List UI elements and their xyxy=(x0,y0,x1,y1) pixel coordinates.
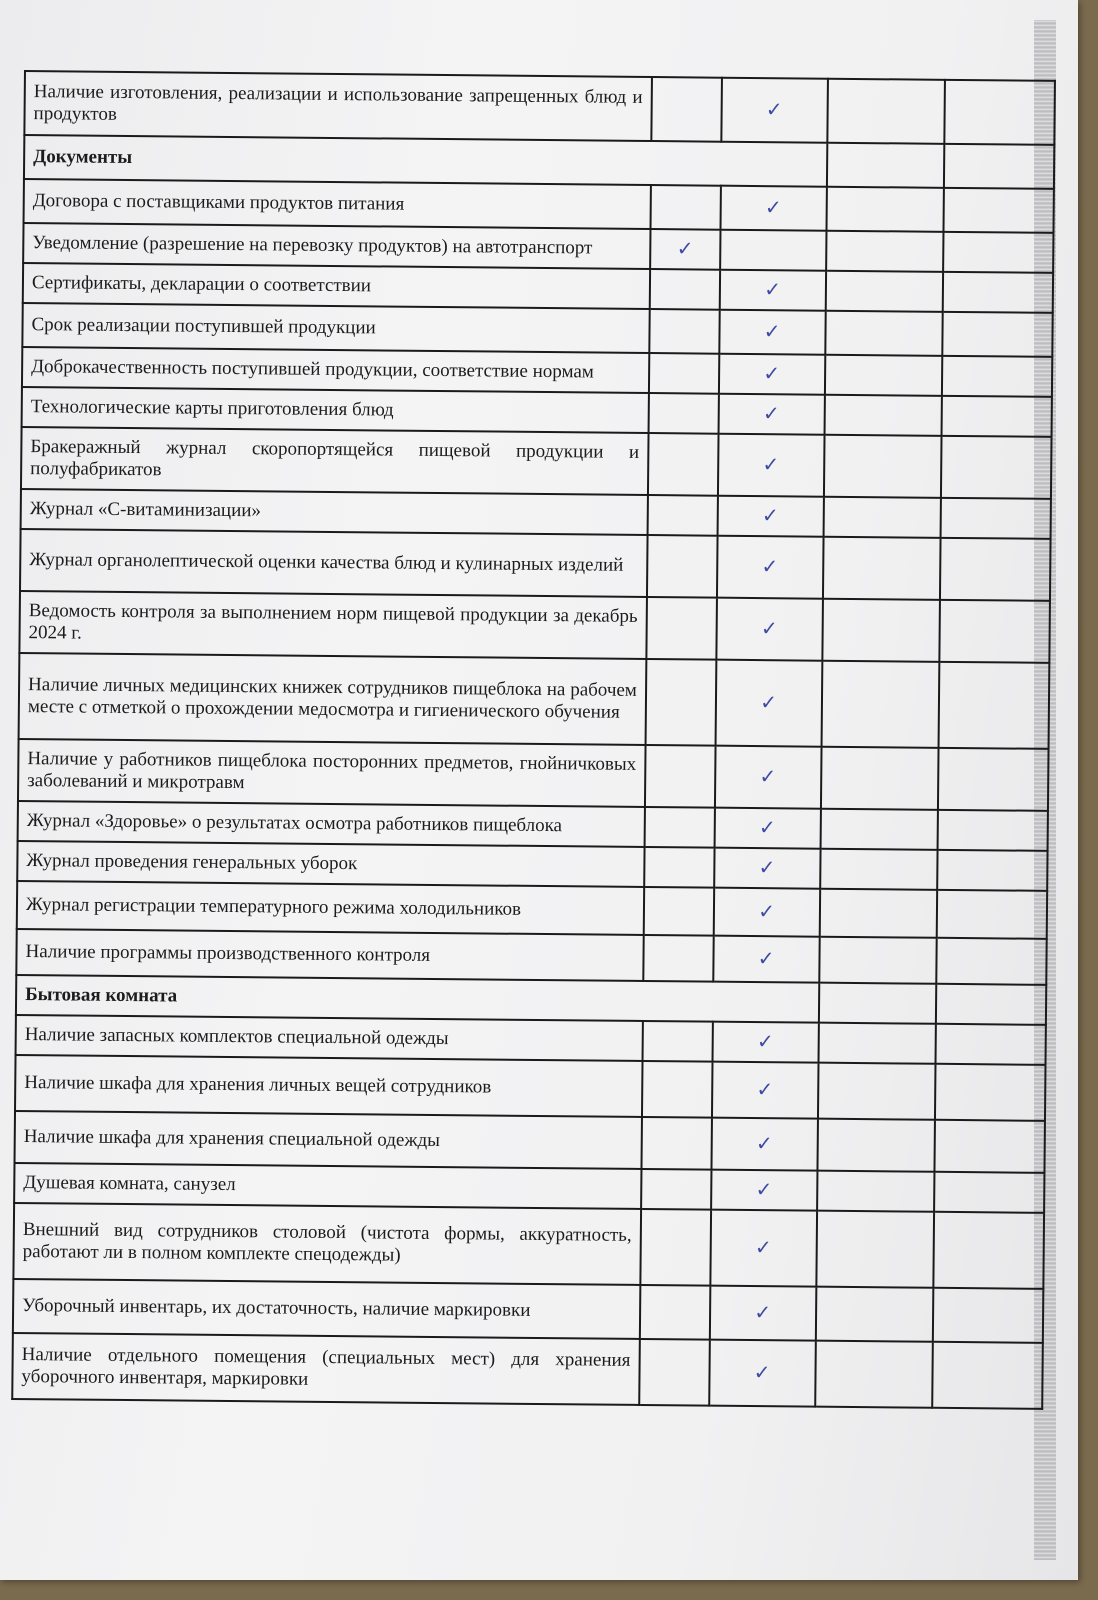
item-text: Журнал регистрации температурного режима холодильников xyxy=(17,881,644,935)
empty-cell xyxy=(945,80,1055,145)
checkmark-icon: ✓ xyxy=(765,97,783,122)
mark-cell-2 xyxy=(719,270,825,311)
empty-cell xyxy=(934,1212,1045,1289)
empty-cell xyxy=(941,436,1051,499)
mark-cell-1 xyxy=(647,535,717,598)
mark-cell-2 xyxy=(716,598,822,661)
mark-cell-2 xyxy=(712,1062,818,1119)
empty-cell xyxy=(823,435,941,498)
mark-cell-1 xyxy=(650,185,720,230)
mark-cell-2 xyxy=(720,230,826,271)
mark-cell-1 xyxy=(642,1061,712,1118)
checkmark-icon: ✓ xyxy=(761,554,779,579)
checkmark-icon: ✓ xyxy=(676,236,694,261)
mark-cell-1 xyxy=(641,1117,711,1170)
checklist-row xyxy=(13,1279,1043,1343)
empty-cell xyxy=(823,497,941,538)
empty-cell xyxy=(940,538,1050,601)
mark-cell-2 xyxy=(719,354,825,395)
checkmark-icon: ✓ xyxy=(764,195,782,220)
item-text: Наличие запасных комплектов специальной одежды xyxy=(16,1015,643,1061)
checkmark-icon: ✓ xyxy=(760,690,778,715)
item-text: Договора с поставщиками продуктов питания xyxy=(24,179,651,229)
empty-cell xyxy=(935,1120,1045,1173)
empty-cell xyxy=(944,188,1054,233)
empty-cell xyxy=(933,1288,1043,1343)
item-text: Бракеражный журнал скоропортящейся пищевой продукции и полуфабрикатов xyxy=(21,427,648,495)
item-text: Журнал проведения генеральных уборок xyxy=(17,841,644,887)
empty-cell xyxy=(943,232,1053,273)
empty-cell xyxy=(826,143,944,188)
checklist-row xyxy=(18,739,1049,811)
mark-cell-1 xyxy=(642,1021,712,1062)
empty-cell xyxy=(943,312,1053,357)
checklist-row xyxy=(20,529,1051,601)
checklist-row xyxy=(24,71,1055,145)
item-text: Душевая комната, санузел xyxy=(14,1163,641,1209)
empty-cell xyxy=(819,937,937,984)
checklist-row xyxy=(21,427,1052,499)
mark-cell-1 xyxy=(646,597,716,660)
checkmark-icon: ✓ xyxy=(762,401,780,426)
mark-cell-2 xyxy=(718,394,824,435)
empty-cell xyxy=(938,810,1048,851)
item-text: Сертификаты, декларации о соответствии xyxy=(23,263,650,309)
empty-cell xyxy=(819,889,937,938)
mark-cell-2 xyxy=(710,1210,817,1287)
item-text: Срок реализации поступившей продукции xyxy=(22,303,649,353)
mark-cell-1 xyxy=(645,745,715,808)
empty-cell xyxy=(816,1211,934,1288)
mark-cell-1 xyxy=(647,495,717,536)
empty-cell xyxy=(825,311,943,356)
empty-cell xyxy=(944,144,1054,189)
empty-cell xyxy=(936,1024,1046,1065)
mark-cell-1 xyxy=(650,269,720,310)
empty-cell xyxy=(937,850,1047,891)
checkmark-icon: ✓ xyxy=(764,277,782,302)
mark-cell-1 xyxy=(648,433,718,496)
checkmark-icon: ✓ xyxy=(758,815,776,840)
empty-cell xyxy=(820,849,938,890)
empty-cell xyxy=(822,599,940,662)
checkmark-icon: ✓ xyxy=(761,503,779,528)
item-text: Журнал «С-витаминизации» xyxy=(21,489,648,535)
mark-cell-2 xyxy=(715,746,821,809)
mark-cell-2 xyxy=(719,310,825,355)
checklist-row xyxy=(15,1055,1045,1121)
mark-cell-2 xyxy=(711,1170,817,1211)
item-text: Наличие шкафа для хранения специальной одежды xyxy=(15,1111,642,1169)
mark-cell-2 xyxy=(720,186,826,231)
mark-cell-1 xyxy=(651,77,722,142)
checkmark-icon: ✓ xyxy=(755,1177,773,1202)
item-text: Технологические карты приготовления блюд xyxy=(22,387,649,433)
checklist-row xyxy=(19,591,1050,663)
empty-cell xyxy=(822,537,940,600)
item-text: Внешний вид сотрудников столовой (чистота формы, аккуратность, работают ли в полном комплекте спецодежды) xyxy=(13,1203,641,1285)
mark-cell-2 xyxy=(713,888,819,937)
mark-cell-2 xyxy=(712,1022,818,1063)
section-title: Бытовая комната xyxy=(16,975,819,1023)
checkmark-icon: ✓ xyxy=(754,1300,772,1325)
section-title: Документы xyxy=(24,135,827,187)
empty-cell xyxy=(936,984,1046,1025)
checkmark-icon: ✓ xyxy=(760,616,778,641)
checklist-table xyxy=(11,70,1056,1410)
item-text: Наличие личных медицинских книжек сотрудников пищеблока на рабочем месте с отметкой о прохождении медосмотра и гигиенического обучения xyxy=(19,653,647,745)
item-text: Журнал органолептической оценки качества блюд и кулинарных изделий xyxy=(20,529,647,597)
empty-cell xyxy=(941,498,1051,539)
empty-cell xyxy=(824,395,942,436)
checkmark-icon: ✓ xyxy=(753,1360,771,1385)
mark-cell-2 xyxy=(713,936,819,983)
empty-cell xyxy=(826,187,944,232)
mark-cell-1 xyxy=(640,1285,710,1340)
empty-cell xyxy=(932,1342,1042,1409)
item-text: Доброкачественность поступившей продукции, соответствие нормам xyxy=(22,347,649,393)
empty-cell xyxy=(939,662,1050,749)
empty-cell xyxy=(942,396,1052,437)
empty-cell xyxy=(938,748,1048,811)
checkmark-icon: ✓ xyxy=(758,855,776,880)
mark-cell-1 xyxy=(641,1169,711,1210)
empty-cell xyxy=(817,1063,935,1120)
item-text: Ведомость контроля за выполнением норм пищевой продукции за декабрь 2024 г. xyxy=(19,591,646,659)
checkmark-icon: ✓ xyxy=(758,899,776,924)
empty-cell xyxy=(818,1023,936,1064)
mark-cell-1 xyxy=(644,847,714,888)
empty-cell xyxy=(936,938,1046,985)
checkmark-icon: ✓ xyxy=(755,1131,773,1156)
empty-cell xyxy=(817,1119,935,1172)
empty-cell xyxy=(940,600,1050,663)
empty-cell xyxy=(943,272,1053,313)
checklist-row xyxy=(19,653,1050,749)
mark-cell-2 xyxy=(714,808,820,849)
empty-cell xyxy=(821,661,940,748)
mark-cell-1 xyxy=(649,353,719,394)
empty-cell xyxy=(935,1064,1045,1121)
item-text: Наличие изготовления, реализации и использование запрещенных блюд и продуктов xyxy=(24,71,651,141)
checkmark-icon: ✓ xyxy=(756,1077,774,1102)
mark-cell-2 xyxy=(717,536,823,599)
mark-cell-1 xyxy=(639,1339,710,1406)
empty-cell xyxy=(934,1172,1044,1213)
checkmark-icon: ✓ xyxy=(757,946,775,971)
checkmark-icon: ✓ xyxy=(763,319,781,344)
mark-cell-2 xyxy=(715,660,822,747)
mark-cell-1 xyxy=(643,935,713,982)
item-text: Уборочный инвентарь, их достаточность, наличие маркировки xyxy=(13,1279,640,1339)
mark-cell-2 xyxy=(714,848,820,889)
mark-cell-1 xyxy=(650,229,720,270)
empty-cell xyxy=(824,355,942,396)
item-text: Наличие шкафа для хранения личных вещей сотрудников xyxy=(15,1055,642,1117)
empty-cell xyxy=(826,231,944,272)
checkmark-icon: ✓ xyxy=(762,452,780,477)
item-text: Наличие отдельного помещения (специальных мест) для хранения уборочного инвентаря, маркировки xyxy=(12,1333,639,1405)
mark-cell-2 xyxy=(721,78,827,143)
mark-cell-1 xyxy=(644,807,714,848)
empty-cell xyxy=(942,356,1052,397)
mark-cell-1 xyxy=(640,1209,711,1286)
empty-cell xyxy=(817,1171,935,1212)
empty-cell xyxy=(937,890,1047,939)
item-text: Журнал «Здоровье» о результатах осмотра работников пищеблока xyxy=(18,801,645,847)
mark-cell-2 xyxy=(718,434,824,497)
empty-cell xyxy=(820,747,938,810)
mark-cell-1 xyxy=(648,393,718,434)
checkmark-icon: ✓ xyxy=(763,361,781,386)
checklist-row xyxy=(13,1203,1044,1289)
checkmark-icon: ✓ xyxy=(754,1235,772,1260)
checkmark-icon: ✓ xyxy=(759,764,777,789)
empty-cell xyxy=(820,809,938,850)
empty-cell xyxy=(825,271,943,312)
checkmark-icon: ✓ xyxy=(756,1029,774,1054)
empty-cell xyxy=(818,983,936,1024)
mark-cell-2 xyxy=(709,1340,815,1407)
mark-cell-1 xyxy=(649,309,719,354)
item-text: Уведомление (разрешение на перевозку продуктов) на автотранспорт xyxy=(23,223,650,269)
empty-cell xyxy=(815,1341,933,1408)
empty-cell xyxy=(815,1287,933,1342)
mark-cell-1 xyxy=(644,887,714,936)
checklist-row xyxy=(12,1333,1043,1409)
item-text: Наличие у работников пищеблока посторонних предметов, гнойничковых заболеваний и микротравм xyxy=(18,739,645,807)
mark-cell-2 xyxy=(717,496,823,537)
mark-cell-2 xyxy=(710,1286,816,1341)
empty-cell xyxy=(827,79,945,144)
item-text: Наличие программы производственного контроля xyxy=(16,929,643,981)
mark-cell-2 xyxy=(711,1118,817,1171)
mark-cell-1 xyxy=(645,659,716,746)
